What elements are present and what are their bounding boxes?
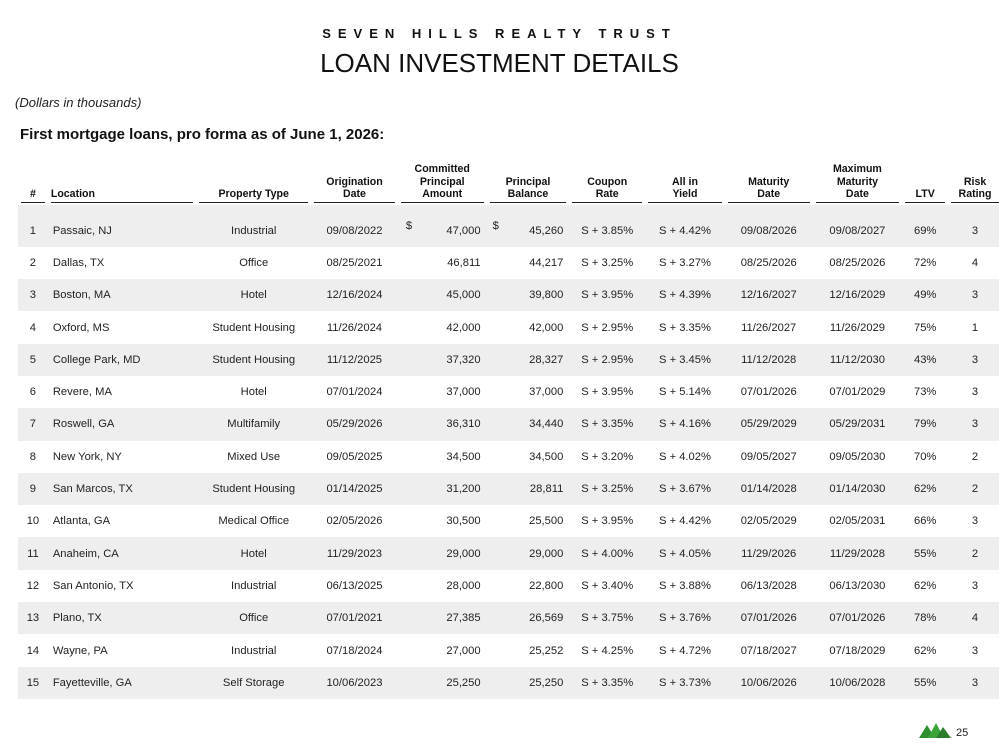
cell-all-in-yield: S + 5.14% <box>659 386 711 399</box>
row-number: 8 <box>29 450 37 463</box>
cell-committed-amount <box>398 344 487 376</box>
table-row <box>18 505 999 537</box>
cell-origination-date: 09/08/2022 <box>311 205 398 247</box>
cell-principal-balance <box>487 602 570 634</box>
cell-principal-balance <box>487 667 570 699</box>
row-number: 9 <box>18 473 48 505</box>
cell-risk-rating: 3 <box>971 386 979 399</box>
cell-all-in-yield: S + 4.16% <box>645 408 725 440</box>
cell-max-maturity-date: 01/14/2030 <box>813 473 903 505</box>
cell-maturity-date: 11/12/2028 <box>725 344 813 376</box>
cell-ltv: 62% <box>913 644 937 657</box>
cell-principal-balance <box>487 505 570 537</box>
cell-all-in-yield: S + 4.02% <box>659 450 711 463</box>
row-number: 14 <box>26 644 40 657</box>
col-header-property-type: Property Type <box>199 188 308 203</box>
cell-coupon-rate: S + 3.95% <box>569 279 645 311</box>
cell-risk-rating: 2 <box>948 537 999 569</box>
cell-location: Oxford, MS <box>52 321 110 334</box>
cell-location: Plano, TX <box>48 602 197 634</box>
cell-risk-rating: 3 <box>948 205 999 247</box>
cell-max-maturity-date: 12/16/2029 <box>813 279 903 311</box>
cell-maturity-date: 10/06/2026 <box>725 667 813 699</box>
row-number: 13 <box>18 602 48 634</box>
cell-origination-date: 09/05/2025 <box>326 450 383 463</box>
row-number: 5 <box>18 344 48 376</box>
cell-max-maturity-date: 11/26/2029 <box>829 321 885 334</box>
cell-all-in-yield: S + 3.35% <box>659 321 711 334</box>
cell-risk-rating: 2 <box>948 473 999 505</box>
cell-principal-balance-value: 44,217 <box>529 256 564 269</box>
cell-committed-amount <box>398 667 487 699</box>
cell-ltv: 79% <box>902 408 948 440</box>
cell-coupon-rate: S + 4.00% <box>569 537 645 569</box>
cell-origination-date: 01/14/2025 <box>311 473 398 505</box>
table-row <box>18 344 999 376</box>
cell-all-in-yield: S + 3.73% <box>645 667 725 699</box>
cell-max-maturity-date: 06/13/2030 <box>829 579 886 592</box>
col-header-risk-rating: Risk Rating <box>951 176 999 203</box>
cell-principal-balance-value: 25,500 <box>529 515 564 528</box>
cell-risk-rating: 3 <box>971 515 979 528</box>
cell-property-type: Medical Office <box>218 515 290 528</box>
cell-ltv: 55% <box>902 667 948 699</box>
cell-principal-balance <box>487 634 570 666</box>
units-note: (Dollars in thousands) <box>15 95 142 110</box>
cell-committed-amount <box>398 205 487 247</box>
cell-max-maturity-date: 10/06/2028 <box>813 667 903 699</box>
table-row <box>18 279 999 311</box>
page-number: 25 <box>956 727 969 739</box>
cell-principal-balance <box>487 570 570 602</box>
cell-location: San Marcos, TX <box>48 473 197 505</box>
col-header-committed-principal: Committed Principal Amount <box>401 163 484 203</box>
cell-coupon-rate: S + 3.75% <box>569 602 645 634</box>
cell-property-type: Student Housing <box>196 344 311 376</box>
company-name: SEVEN HILLS REALTY TRUST <box>322 26 677 41</box>
cell-committed-amount-value: 30,500 <box>446 515 481 528</box>
cell-origination-date: 06/13/2025 <box>326 579 383 592</box>
cell-max-maturity-date: 11/29/2028 <box>813 537 903 569</box>
cell-principal-balance <box>487 537 570 569</box>
table-row <box>18 570 999 602</box>
row-number: 7 <box>18 408 48 440</box>
cell-origination-date: 07/18/2024 <box>326 644 383 657</box>
row-number: 1 <box>18 205 48 247</box>
row-number: 10 <box>26 515 40 528</box>
cell-ltv: 55% <box>902 537 948 569</box>
cell-committed-amount-value: 47,000 <box>446 224 481 237</box>
col-header-maturity-date: Maturity Date <box>728 176 810 203</box>
cell-property-type: Office <box>196 602 311 634</box>
row-number: 3 <box>18 279 48 311</box>
cell-maturity-date: 08/25/2026 <box>740 256 797 269</box>
cell-location: Dallas, TX <box>52 256 105 269</box>
cell-origination-date: 11/12/2025 <box>311 344 398 376</box>
col-header-principal-balance: Principal Balance <box>490 176 567 203</box>
cell-coupon-rate: S + 3.95% <box>581 386 634 399</box>
cell-principal-balance-value: 39,800 <box>529 289 564 302</box>
cell-coupon-rate: S + 3.95% <box>581 515 634 528</box>
cell-committed-amount <box>398 602 487 634</box>
cell-origination-date: 07/01/2021 <box>311 602 398 634</box>
cell-property-type: Mixed Use <box>227 450 281 463</box>
loan-table <box>18 163 999 699</box>
cell-maturity-date: 07/01/2026 <box>725 602 813 634</box>
cell-risk-rating: 3 <box>971 644 979 657</box>
table-row <box>18 602 999 634</box>
cell-location: Anaheim, CA <box>48 537 197 569</box>
cell-committed-amount-value: 27,385 <box>446 612 481 625</box>
table-row <box>18 376 999 408</box>
cell-ltv: 75% <box>913 321 937 334</box>
cell-principal-balance-value: 26,569 <box>529 612 564 625</box>
cell-risk-rating: 4 <box>948 602 999 634</box>
cell-committed-amount <box>398 408 487 440</box>
cell-committed-amount <box>398 311 487 343</box>
cell-location: Revere, MA <box>52 386 112 399</box>
table-row <box>18 205 999 247</box>
cell-all-in-yield: S + 4.39% <box>645 279 725 311</box>
cell-location: Wayne, PA <box>52 644 108 657</box>
cell-principal-balance <box>487 408 570 440</box>
cell-committed-amount <box>398 570 487 602</box>
cell-maturity-date: 07/18/2027 <box>740 644 797 657</box>
cell-principal-balance-value: 28,327 <box>529 353 564 366</box>
cell-committed-amount-value: 28,000 <box>446 579 481 592</box>
cell-all-in-yield: S + 4.05% <box>645 537 725 569</box>
cell-all-in-yield: S + 3.45% <box>645 344 725 376</box>
cell-max-maturity-date: 02/05/2031 <box>829 515 886 528</box>
cell-coupon-rate: S + 2.95% <box>569 344 645 376</box>
cell-all-in-yield: S + 4.72% <box>659 644 711 657</box>
cell-property-type: Industrial <box>231 579 277 592</box>
table-row <box>18 441 999 473</box>
cell-all-in-yield: S + 3.76% <box>645 602 725 634</box>
cell-property-type: Office <box>239 256 269 269</box>
cell-property-type: Hotel <box>240 386 267 399</box>
cell-property-type: Industrial <box>231 644 277 657</box>
cell-committed-amount-value: 36,310 <box>446 418 481 431</box>
cell-all-in-yield: S + 3.88% <box>659 579 711 592</box>
cell-principal-balance <box>487 279 570 311</box>
cell-principal-balance-value: 22,800 <box>529 579 564 592</box>
cell-location: Roswell, GA <box>48 408 197 440</box>
cell-max-maturity-date: 07/01/2026 <box>813 602 903 634</box>
cell-maturity-date: 07/01/2026 <box>740 386 797 399</box>
cell-committed-amount-value: 27,000 <box>446 644 481 657</box>
cell-maturity-date: 02/05/2029 <box>740 515 797 528</box>
col-header-coupon-rate: Coupon Rate <box>572 176 642 203</box>
cell-committed-amount-value: 37,000 <box>446 386 481 399</box>
cell-coupon-rate: S + 3.40% <box>581 579 634 592</box>
cell-committed-amount <box>398 473 487 505</box>
cell-committed-amount-value: 31,200 <box>446 483 481 496</box>
cell-max-maturity-date: 05/29/2031 <box>813 408 903 440</box>
cell-principal-balance <box>487 205 570 247</box>
cell-coupon-rate: S + 4.25% <box>581 644 634 657</box>
cell-origination-date: 07/01/2024 <box>326 386 383 399</box>
cell-location: Boston, MA <box>48 279 197 311</box>
cell-origination-date: 12/16/2024 <box>311 279 398 311</box>
cell-principal-balance-value: 25,252 <box>529 644 564 657</box>
col-header-location: Location <box>51 188 194 203</box>
cell-committed-amount <box>398 247 487 279</box>
cell-risk-rating: 2 <box>971 450 979 463</box>
cell-committed-amount-value: 34,500 <box>446 450 481 463</box>
cell-location: San Antonio, TX <box>52 579 134 592</box>
cell-max-maturity-date: 09/05/2030 <box>829 450 886 463</box>
cell-ltv: 49% <box>902 279 948 311</box>
cell-ltv: 72% <box>913 256 937 269</box>
cell-risk-rating: 3 <box>948 279 999 311</box>
cell-all-in-yield: S + 3.67% <box>645 473 725 505</box>
cell-location: Atlanta, GA <box>52 515 111 528</box>
cell-origination-date: 05/29/2026 <box>311 408 398 440</box>
cell-principal-balance-value: 28,811 <box>529 483 564 496</box>
cell-ltv: 43% <box>902 344 948 376</box>
cell-property-type: Hotel <box>196 279 311 311</box>
dollar-sign: $ <box>492 219 499 232</box>
cell-property-type: Multifamily <box>196 408 311 440</box>
table-subheading: First mortgage loans, pro forma as of June 1, 2026: <box>20 126 385 143</box>
cell-max-maturity-date: 09/08/2027 <box>813 205 903 247</box>
cell-origination-date: 10/06/2023 <box>311 667 398 699</box>
cell-committed-amount-value: 42,000 <box>446 321 481 334</box>
cell-committed-amount-value: 29,000 <box>446 547 481 560</box>
cell-location: New York, NY <box>52 450 122 463</box>
cell-max-maturity-date: 07/01/2029 <box>829 386 886 399</box>
row-number: 11 <box>18 537 48 569</box>
cell-risk-rating: 1 <box>971 321 979 334</box>
cell-origination-date: 08/25/2021 <box>326 256 383 269</box>
col-header-all-in-yield: All in Yield <box>648 176 722 203</box>
cell-principal-balance-value: 25,250 <box>529 676 564 689</box>
cell-property-type: Industrial <box>196 205 311 247</box>
cell-ltv: 73% <box>913 386 937 399</box>
row-number: 15 <box>18 667 48 699</box>
cell-coupon-rate: S + 3.35% <box>569 408 645 440</box>
col-header-origination-date: Origination Date <box>314 176 395 203</box>
cell-max-maturity-date: 08/25/2026 <box>829 256 886 269</box>
cell-committed-amount <box>398 376 487 408</box>
cell-maturity-date: 09/08/2026 <box>725 205 813 247</box>
cell-ltv: 70% <box>913 450 937 463</box>
cell-risk-rating: 3 <box>948 667 999 699</box>
cell-principal-balance <box>487 344 570 376</box>
cell-principal-balance-value: 45,260 <box>529 224 564 237</box>
table-row <box>18 634 999 666</box>
table-row <box>18 408 999 440</box>
cell-maturity-date: 01/14/2028 <box>725 473 813 505</box>
table-row <box>18 473 999 505</box>
cell-maturity-date: 11/26/2027 <box>741 321 797 334</box>
cell-all-in-yield: S + 4.42% <box>645 205 725 247</box>
table-row <box>18 311 999 343</box>
cell-ltv: 78% <box>902 602 948 634</box>
cell-committed-amount <box>398 505 487 537</box>
cell-maturity-date: 06/13/2028 <box>740 579 797 592</box>
col-header-ltv: LTV <box>905 188 945 203</box>
row-number: 2 <box>29 256 37 269</box>
cell-origination-date: 11/26/2024 <box>326 321 383 334</box>
cell-property-type: Self Storage <box>196 667 311 699</box>
cell-principal-balance <box>487 473 570 505</box>
cell-maturity-date: 11/29/2026 <box>725 537 813 569</box>
cell-ltv: 62% <box>902 473 948 505</box>
cell-max-maturity-date: 07/18/2029 <box>829 644 886 657</box>
cell-location: Fayetteville, GA <box>48 667 197 699</box>
cell-all-in-yield: S + 3.27% <box>659 256 711 269</box>
cell-risk-rating: 3 <box>971 579 979 592</box>
page-title: LOAN INVESTMENT DETAILS <box>320 48 679 78</box>
cell-principal-balance-value: 37,000 <box>529 386 564 399</box>
table-row <box>18 667 999 699</box>
cell-property-type: Student Housing <box>212 321 296 334</box>
row-number: 6 <box>29 386 37 399</box>
cell-origination-date: 11/29/2023 <box>311 537 398 569</box>
cell-principal-balance-value: 29,000 <box>529 547 564 560</box>
cell-all-in-yield: S + 4.42% <box>659 515 711 528</box>
row-number: 4 <box>29 321 37 334</box>
mountain-logo-icon <box>919 722 951 738</box>
cell-maturity-date: 12/16/2027 <box>725 279 813 311</box>
table-row <box>18 247 999 279</box>
cell-origination-date: 02/05/2026 <box>326 515 383 528</box>
table-row <box>18 537 999 569</box>
cell-principal-balance-value: 34,440 <box>529 418 564 431</box>
cell-committed-amount-value: 45,000 <box>446 289 481 302</box>
col-header-num: # <box>21 188 45 203</box>
cell-committed-amount <box>398 441 487 473</box>
cell-principal-balance <box>487 311 570 343</box>
cell-principal-balance <box>487 441 570 473</box>
cell-committed-amount-value: 46,811 <box>447 256 481 269</box>
dollar-sign: $ <box>405 219 413 232</box>
cell-risk-rating: 4 <box>971 256 979 269</box>
cell-ltv: 66% <box>913 515 937 528</box>
cell-maturity-date: 09/05/2027 <box>740 450 797 463</box>
cell-coupon-rate: S + 3.85% <box>569 205 645 247</box>
cell-property-type: Student Housing <box>196 473 311 505</box>
cell-maturity-date: 05/29/2029 <box>725 408 813 440</box>
cell-coupon-rate: S + 3.25% <box>581 256 634 269</box>
row-number: 12 <box>26 579 40 592</box>
cell-coupon-rate: S + 3.20% <box>581 450 634 463</box>
cell-committed-amount <box>398 634 487 666</box>
cell-property-type: Hotel <box>196 537 311 569</box>
cell-committed-amount <box>398 279 487 311</box>
cell-coupon-rate: S + 2.95% <box>581 321 634 334</box>
cell-ltv: 69% <box>902 205 948 247</box>
cell-principal-balance-value: 42,000 <box>529 321 564 334</box>
cell-committed-amount-value: 25,250 <box>446 676 481 689</box>
cell-risk-rating: 3 <box>948 344 999 376</box>
cell-principal-balance <box>487 376 570 408</box>
cell-max-maturity-date: 11/12/2030 <box>813 344 903 376</box>
table-header-row <box>18 163 999 205</box>
cell-committed-amount <box>398 537 487 569</box>
cell-risk-rating: 3 <box>948 408 999 440</box>
cell-coupon-rate: S + 3.25% <box>569 473 645 505</box>
cell-principal-balance-value: 34,500 <box>529 450 564 463</box>
cell-coupon-rate: S + 3.35% <box>569 667 645 699</box>
cell-committed-amount-value: 37,320 <box>446 353 481 366</box>
cell-principal-balance <box>487 247 570 279</box>
cell-ltv: 62% <box>913 579 937 592</box>
cell-location: College Park, MD <box>48 344 197 376</box>
col-header-max-maturity-date: Maximum Maturity Date <box>816 163 900 203</box>
cell-location: Passaic, NJ <box>48 205 197 247</box>
